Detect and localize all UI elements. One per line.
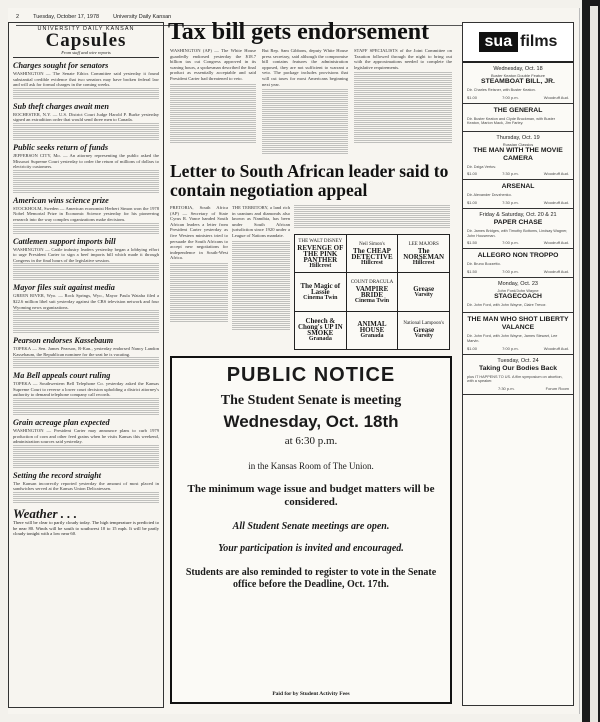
ad-top-line: Neil Simon's bbox=[359, 241, 385, 247]
film-date: Thursday, Oct. 19 bbox=[496, 134, 540, 141]
movie-ad bbox=[398, 312, 449, 349]
film-listing bbox=[463, 278, 573, 314]
film-place: Woodruff Aud. bbox=[543, 171, 569, 177]
capsule-headline: Setting the record straight bbox=[13, 470, 102, 480]
ad-venue: Hillcrest bbox=[361, 259, 383, 266]
notice-room: in the Kansas Room of The Union. bbox=[248, 461, 374, 471]
film-time: 7:30 p.m. bbox=[502, 171, 519, 177]
sua-logo: sua bbox=[479, 32, 519, 52]
capsule-headline: American wins science prize bbox=[13, 195, 109, 205]
film-footer bbox=[467, 346, 569, 351]
film-time: 7:30 p.m. bbox=[497, 385, 515, 391]
film-footer bbox=[467, 200, 569, 205]
ad-title: The NORSEMAN bbox=[403, 246, 445, 261]
ad-top-line: COUNT DRACULA bbox=[350, 279, 394, 285]
next-page-edge bbox=[590, 6, 598, 722]
movie-ad bbox=[347, 273, 398, 310]
capsule-text: STOCKHOLM, Sweden — American economist Herbert Simon won the 1978 Nobel Memorial Prize in Economic Science yesterday for his pioneering research into the way complex organizations make decisions. bbox=[13, 205, 159, 222]
capsule-text: WASHINGTON — The Senate Ethics Committee said yesterday it found substantial credible evidence that two senators may have broken federal law and will ask for formal charges in the coming weeks. bbox=[13, 71, 159, 88]
ad-venue: Varsity bbox=[414, 291, 433, 298]
capsules-box bbox=[8, 22, 164, 708]
tax-bill-body-2: STAFF SPECIALISTS of the Joint Committee on Taxation followed through the night to bring out with the approximations needed to complete the legislative requirements. bbox=[354, 48, 452, 70]
film-description: Dir. Charles Reisner, with Buster Keaton. bbox=[467, 88, 536, 92]
film-description: Dir. Dziga Vertov. bbox=[467, 164, 497, 169]
page-number: 2 bbox=[16, 14, 20, 20]
south-africa-col-3 bbox=[294, 205, 450, 231]
notice-date: Wednesday, Oct. 18th bbox=[223, 412, 399, 431]
folio-date: Tuesday, October 17, 1978 bbox=[33, 14, 100, 20]
film-listing bbox=[463, 104, 573, 132]
capsule-headline: Grain acreage plan expected bbox=[13, 418, 110, 428]
film-description: Dir. Buster Keaton and Clyde Bruckman, with Buster Keaton, Marion Mack, Jim Farley. bbox=[467, 116, 556, 126]
notice-meeting: The Student Senate is meeting bbox=[220, 393, 402, 408]
ad-title: The Magic of Lassie bbox=[300, 281, 341, 296]
film-footer bbox=[467, 171, 569, 176]
tax-bill-headline: Tax bill gets endorsement bbox=[168, 19, 430, 45]
film-place: Woodruff Aud. bbox=[543, 268, 569, 274]
notice-minimum-wage: The minimum wage issue and budget matters will be considered. bbox=[187, 483, 435, 508]
weather-heading: Weather . . . bbox=[13, 506, 78, 522]
ad-title: VAMPIRE BRIDE bbox=[355, 284, 389, 299]
film-date: Tuesday, Oct. 24 bbox=[497, 357, 539, 364]
tax-bill-col-3 bbox=[354, 48, 452, 158]
films-word: films bbox=[520, 33, 558, 50]
capsules-org: UNIVERSITY DAILY KANSAN bbox=[37, 26, 135, 32]
film-listing bbox=[463, 180, 573, 209]
capsule-text: WASHINGTON — Cattle industry leaders yesterday began a lobbying effort to urge President Carter to sign a beef imports bill which made it through Congress in the final hours of the legislative session. bbox=[13, 246, 159, 263]
notice-participation: Your participation is invited and encouraged. bbox=[218, 543, 404, 554]
tax-bill-lead: WASHINGTON (AP) — The White House guardedly endorsed yesterday the $18.7 billion tax cut Congress approved in its waning hours, a spokesman described the final product as essentially acceptable and said President Carter had threatened to veto. bbox=[170, 48, 256, 81]
ad-venue: Varsity bbox=[414, 333, 433, 340]
film-title: THE GENERAL bbox=[493, 106, 543, 114]
ad-title: Grease bbox=[413, 284, 435, 293]
film-place: Woodruff Aud. bbox=[543, 345, 569, 351]
ad-title: The CHEAP DETECTIVE bbox=[351, 246, 393, 261]
ad-venue: Granada bbox=[308, 336, 332, 343]
film-time: 7:00 p.m. bbox=[502, 345, 519, 351]
ad-title: Grease bbox=[413, 326, 435, 335]
film-listing bbox=[463, 313, 573, 354]
sua-films-box bbox=[462, 22, 574, 706]
ad-title: ANIMAL HOUSE bbox=[357, 320, 387, 335]
film-place: Woodruff Aud. bbox=[543, 240, 569, 246]
capsule-headline: Charges sought for senators bbox=[13, 61, 109, 70]
film-listing bbox=[463, 355, 573, 395]
ad-venue: Hillcrest bbox=[309, 262, 332, 269]
film-time: 7:00 p.m. bbox=[502, 268, 519, 274]
capsules-list bbox=[13, 61, 159, 503]
film-price: $1.00 bbox=[467, 199, 478, 205]
film-title: THE MAN WHO SHOT LIBERTY VALANCE bbox=[467, 316, 569, 332]
movie-ads-grid bbox=[294, 234, 450, 350]
capsules-subtitle: From staff and wire reports bbox=[61, 50, 111, 55]
notice-paid-by: Paid for by Student Activity Fees bbox=[272, 691, 350, 697]
capsule-headline: Cattlemen support imports bill bbox=[13, 236, 116, 246]
south-africa-col-1 bbox=[170, 205, 228, 353]
capsule-headline: Mayor files suit against media bbox=[13, 283, 115, 293]
notice-time: at 6:30 p.m. bbox=[284, 435, 338, 447]
film-series: John Ford/John Wayne bbox=[497, 287, 539, 293]
film-series: Russian Classics bbox=[502, 141, 534, 147]
ad-venue: Cinema Twin bbox=[354, 297, 390, 304]
tax-bill-col-2 bbox=[262, 48, 348, 158]
notice-register: Students are also reminded to register to vote in the Senate office before the Deadline, Oct. 17th. bbox=[185, 567, 437, 590]
film-title: ALLEGRO NON TROPPO bbox=[477, 252, 559, 260]
weather-text: There will be clear to partly cloudy today. The high temperature is predicted to be near 80. Winds will be south to southwest 10 to 15 mph. It will be partly cloudy tonight with a low near 60. bbox=[13, 520, 159, 537]
movie-ad bbox=[398, 235, 449, 272]
film-series: Buster Keaton Double Feature bbox=[490, 73, 546, 78]
capsule-text: TOPEKA — Southwestern Bell Telephone Co. yesterday asked the Kansas Supreme Court to reverse a lower court decision upholding a district attorney's authority to demand telephone company call records. bbox=[13, 381, 159, 398]
ad-title: REVENGE OF THE PINK PANTHER bbox=[297, 243, 344, 264]
south-africa-col-2 bbox=[232, 205, 290, 353]
sua-films-logo bbox=[463, 23, 573, 63]
capsules-title: Capsules bbox=[45, 30, 127, 51]
capsule-text: JEFFERSON CITY, Mo. — An attorney representing the public asked the Missouri Supreme Court yesterday to order the return of millions of dollars to electricity customers. bbox=[13, 152, 159, 170]
folio-paper: University Daily Kansan bbox=[113, 14, 172, 20]
movie-ad bbox=[295, 273, 346, 310]
ad-venue: Hillcrest bbox=[412, 259, 435, 266]
film-price: $1.50 bbox=[467, 268, 478, 274]
south-africa-headline: Letter to South African leader said to contain negotiation appeal bbox=[170, 161, 449, 200]
film-date: Friday & Saturday, Oct. 20 & 21 bbox=[479, 211, 557, 218]
capsules-header bbox=[13, 26, 159, 58]
film-place: Woodruff Aud. bbox=[543, 199, 569, 205]
ad-top-line: National Lampoon's bbox=[403, 321, 444, 327]
ad-top-line: THE WALT DISNEY bbox=[298, 238, 343, 244]
movie-ad bbox=[398, 273, 449, 310]
notice-title: PUBLIC NOTICE bbox=[226, 364, 396, 386]
film-time: 7:00 p.m. bbox=[502, 94, 519, 100]
film-title: THE MAN WITH THE MOVIE CAMERA bbox=[473, 146, 563, 162]
capsule-headline: Ma Bell appeals court ruling bbox=[13, 371, 111, 381]
capsule-text: The Kansan incorrectly reported yesterday the amount of most placed in sandwiches served at the Kansas Union Delicatessen. bbox=[13, 480, 159, 492]
movie-ad bbox=[295, 235, 346, 272]
capsule-headline: Pearson endorses Kassebaum bbox=[13, 336, 114, 346]
film-place: Forum Room bbox=[545, 385, 569, 391]
film-title: PAPER CHASE bbox=[493, 218, 543, 226]
film-time: 7:30 p.m. bbox=[502, 199, 519, 205]
ad-top-line: LEE MAJORS bbox=[408, 241, 439, 247]
movie-ad bbox=[347, 235, 398, 272]
capsule-headline: Public seeks return of funds bbox=[13, 142, 109, 152]
movie-ad bbox=[295, 312, 346, 349]
notice-open-meetings: All Student Senate meetings are open. bbox=[232, 521, 390, 532]
film-title: STEAMBOAT BILL, JR. bbox=[481, 78, 555, 85]
film-description: Dir. James Bridges, with Timothy Bottoms, Lindsay Wagner, John Houseman. bbox=[467, 228, 568, 238]
film-price: $1.00 bbox=[467, 171, 478, 177]
film-description: Dir. John Ford, with John Wayne, James Stewart, Lee Marvin. bbox=[467, 334, 558, 343]
film-date: Monday, Oct. 23 bbox=[498, 280, 538, 287]
film-place: Woodruff Aud. bbox=[543, 94, 569, 100]
capsule-text: TOPEKA — Sen. James Pearson, R-Kan., yesterday endorsed Nancy Landon Kassebaum, the Republican nominee for the seat he is vacating. bbox=[13, 346, 159, 357]
film-description: Dir. Bruno Bozzetto. bbox=[467, 262, 501, 267]
ad-title: Cheech & Chong's UP IN SMOKE bbox=[297, 317, 343, 338]
film-price: $1.00 bbox=[467, 345, 478, 351]
south-africa-body: THE TERRITORY, a land rich in uranium and diamonds also known as Namibia, has been under South African jurisdiction since 1920 under a League of Nations mandate. bbox=[232, 205, 290, 238]
film-title: STAGECOACH bbox=[494, 292, 542, 300]
films-list bbox=[463, 63, 573, 395]
film-footer bbox=[467, 240, 569, 245]
south-africa-lead: PRETORIA, South Africa (AP) — Secretary of State Cyrus R. Vance handed South African leaders a letter from President Carter yesterday as five Western ministers tried to persuade the South Africans to accept new negotiations for independence in South-West Africa. bbox=[170, 205, 228, 261]
film-description: Dir. John Ford, with John Wayne, Claire Trevor. bbox=[467, 302, 547, 307]
ad-venue: Granada bbox=[360, 333, 384, 340]
film-description: Dir. Alexander Dovzhenko. bbox=[467, 193, 512, 198]
film-description: plus IT HAPPENS TO US. A film symposium on abortion, with a speaker. bbox=[467, 374, 563, 384]
tax-bill-body: But Rep. Sam Gibbons, deputy White House press secretary, said although the compromise bill contains features the administration opposed, they are not sufficient to warrant a veto. The package includes provisions that will cut taxes for most Americans beginning next year. bbox=[262, 48, 348, 87]
film-listing bbox=[463, 249, 573, 278]
film-price: $1.00 bbox=[467, 94, 478, 100]
film-title: ARSENAL bbox=[501, 183, 535, 191]
capsule-text: ROCHESTER, N.Y. — U.S. District Court Judge Harold P. Burke yesterday signed an extradition order that would send three men to Canada. bbox=[13, 111, 159, 123]
capsule-text: WASHINGTON — President Carter may announce plans to curb 1979 production of corn and other feed grains when he visits Kansas this weekend, administration sources said yesterday. bbox=[13, 428, 159, 445]
movie-ad bbox=[347, 312, 398, 349]
film-listing bbox=[463, 132, 573, 181]
film-footer bbox=[467, 95, 569, 100]
film-price: $1.50 bbox=[467, 240, 478, 246]
capsule-headline: Sub theft charges await men bbox=[13, 101, 109, 111]
film-listing bbox=[463, 63, 573, 104]
film-date: Wednesday, Oct. 18 bbox=[493, 66, 543, 72]
capsule-text: GREEN RIVER, Wyo. — Rock Springs, Wyo., Mayor Paula Wataha filed a $22.6 million libel suit yesterday against the CBS television network and four Wyoming news organizations. bbox=[13, 293, 159, 310]
film-footer bbox=[467, 269, 569, 274]
film-time: 7:00 p.m. bbox=[502, 240, 519, 246]
tax-bill-col-1 bbox=[170, 48, 256, 158]
film-footer bbox=[467, 386, 569, 391]
film-listing bbox=[463, 209, 573, 249]
ad-venue: Cinema Twin bbox=[303, 294, 338, 301]
public-notice bbox=[170, 356, 452, 704]
film-title: Taking Our Bodies Back bbox=[478, 364, 558, 372]
